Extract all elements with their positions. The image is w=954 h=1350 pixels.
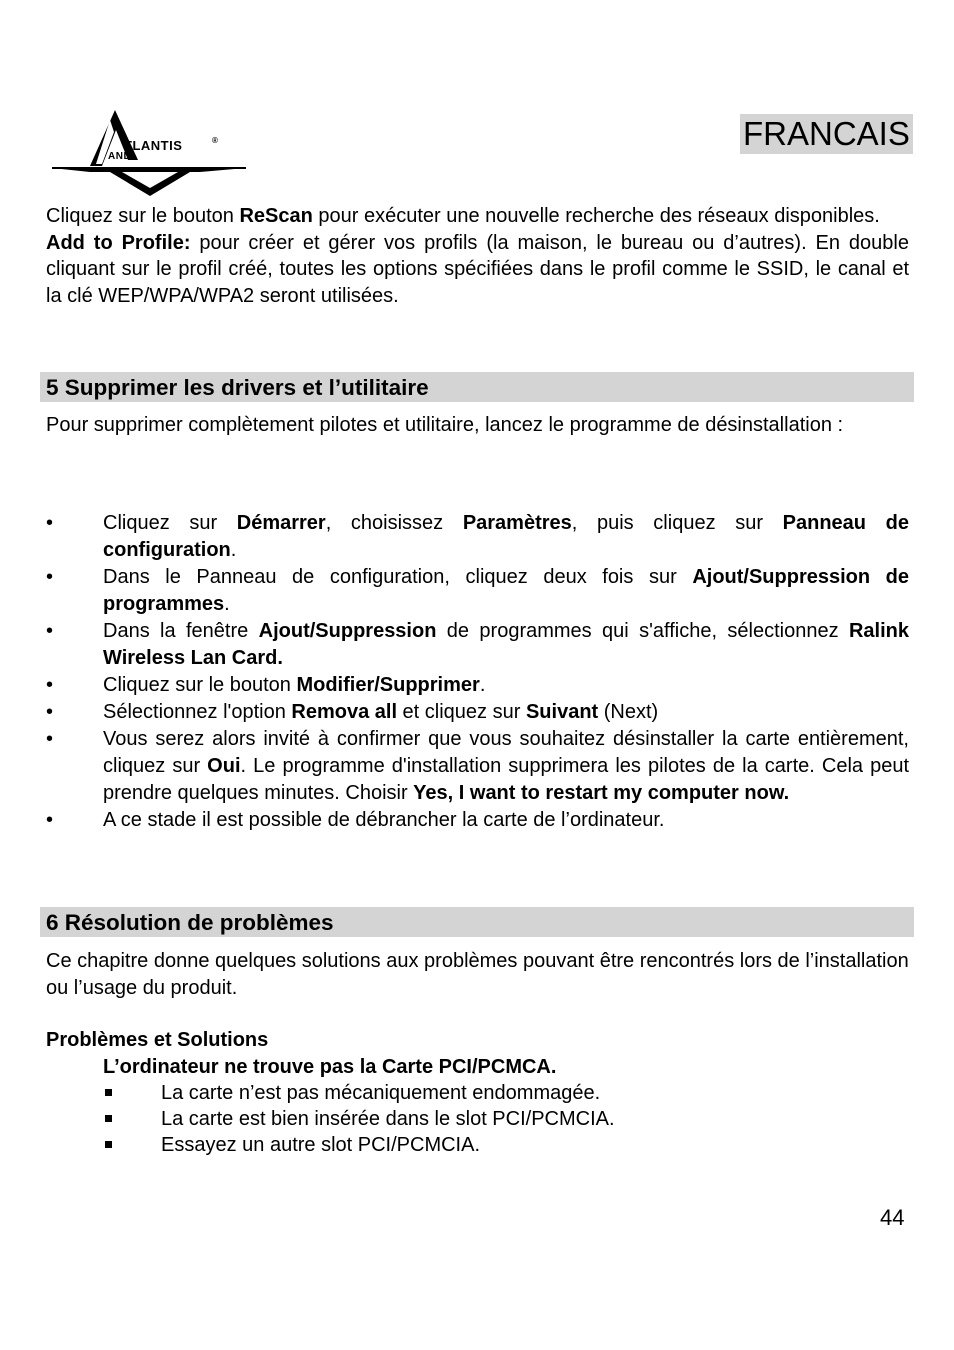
text-run: et cliquez sur: [397, 701, 526, 723]
uninstall-step-text: [103, 701, 658, 723]
text-run: Cliquez sur: [103, 512, 237, 534]
bullet-icon: •: [46, 566, 54, 588]
uninstall-step: [46, 510, 909, 564]
text-run: de programmes qui s'affiche, sélectionnez: [436, 620, 849, 642]
section-5-heading: 5 Supprimer les drivers et l’utilitaire: [40, 372, 914, 402]
atlantis-land-logo: [50, 108, 250, 200]
text-run: .: [479, 674, 486, 696]
bold-term: Yes, I want to restart my computer now.: [413, 782, 790, 804]
uninstall-step-text: [103, 512, 909, 561]
text-run: pour exécuter une nouvelle recherche des réseaux disponibles.: [312, 205, 880, 227]
square-bullet-icon: [105, 1141, 112, 1148]
bold-term: Ralink Wireless Lan Card.: [103, 620, 909, 669]
uninstall-step-text: [103, 566, 909, 615]
text-run: Vous serez alors invité à confirmer que vous souhaitez désinstaller la carte entièrement, cliquez sur: [103, 728, 909, 777]
bullet-icon: •: [46, 809, 54, 831]
bullet-icon: •: [46, 620, 54, 642]
uninstall-step: [46, 807, 909, 834]
section-6-heading: 6 Résolution de problèmes: [40, 907, 914, 937]
logo-text-bottom: AND: [108, 151, 132, 162]
text-run: Sélectionnez l'option: [103, 701, 292, 723]
solutions-list: [0, 1080, 909, 1158]
logo-text-top: TLANTIS: [124, 138, 183, 153]
rescan-paragraph: [46, 203, 909, 230]
solution-item: [46, 1106, 909, 1132]
bold-term: Suivant: [525, 701, 599, 723]
bullet-icon: •: [46, 674, 54, 696]
text-run: Dans la fenêtre: [103, 620, 259, 642]
text-run: (Next): [598, 701, 659, 723]
text-run: .: [224, 593, 230, 615]
section-6-intro-text: Ce chapitre donne quelques solutions aux problèmes pouvant être rencontrés lors de l’installation ou l’usage du produit.: [46, 950, 909, 999]
problems-solutions: [46, 1027, 909, 1158]
bold-term: Modifier/Supprimer: [296, 674, 480, 696]
solution-item: [46, 1080, 909, 1106]
square-bullet-icon: [105, 1089, 112, 1096]
uninstall-step: [46, 618, 909, 672]
logo-registered-mark: ®: [212, 136, 219, 145]
section-5-intro-text: Pour supprimer complètement pilotes et utilitaire, lancez le programme de désinstallation :: [46, 414, 844, 436]
bullet-icon: •: [46, 701, 54, 723]
section-5-intro: [46, 412, 909, 439]
text-run: Cliquez sur le bouton: [103, 674, 297, 696]
bold-term: Oui: [207, 755, 241, 777]
text-run: A ce stade il est possible de débrancher la carte de l’ordinateur.: [103, 809, 665, 831]
uninstall-step-text: [103, 728, 909, 804]
text-run: Cliquez sur le bouton: [46, 205, 240, 227]
bullet-icon: •: [46, 512, 54, 534]
solution-text: La carte n’est pas mécaniquement endommagée.: [161, 1082, 601, 1104]
uninstall-step-text: [103, 809, 664, 831]
text-run: .: [230, 539, 237, 561]
add-to-profile-paragraph: [46, 230, 909, 310]
uninstall-steps-list: [46, 510, 909, 834]
section-5-steps: [46, 510, 909, 834]
bold-term: Panneau de configuration: [103, 512, 909, 561]
bold-term: Add to Profile:: [46, 231, 191, 254]
text-run: , choisissez: [325, 512, 463, 534]
text-run: pour créer et gérer vos profils (la maison, le bureau ou d’autres). En double cliquant sur le profil créé, toutes les options spécifiées dans le profil comme le SSID, le canal et la clé WEP/WPA/WPA2 seront utilisées.: [46, 231, 909, 307]
bold-term: Ajout/Suppression: [258, 620, 437, 642]
bold-term: Ajout/Suppression de programmes: [103, 566, 910, 615]
solution-item: [46, 1132, 909, 1158]
logo-triangle-icon: [50, 108, 250, 200]
page-number: 44: [880, 1205, 905, 1230]
square-bullet-icon: [105, 1115, 112, 1122]
uninstall-step: [46, 699, 909, 726]
uninstall-step: [46, 672, 909, 699]
uninstall-step-text: [103, 674, 485, 696]
problems-subtitle: Problèmes et Solutions: [46, 1029, 269, 1051]
language-badge: FRANCAIS: [740, 114, 913, 154]
text-run: . Le programme d'installation supprimera les pilotes de la carte. Cela peut prendre quelques minutes. Choisir: [103, 755, 910, 804]
uninstall-step: [46, 726, 909, 807]
intro-block: [46, 203, 909, 309]
section-6-intro: [46, 948, 909, 1001]
problem-title: L’ordinateur ne trouve pas la Carte PCI/PCMCA.: [103, 1055, 557, 1078]
bullet-icon: •: [46, 728, 54, 750]
solution-text: La carte est bien insérée dans le slot PCI/PCMCIA.: [161, 1108, 615, 1130]
solution-text: Essayez un autre slot PCI/PCMCIA.: [161, 1134, 481, 1156]
text-run: Dans le Panneau de configuration, cliquez deux fois sur: [103, 566, 693, 588]
bold-term: ReScan: [239, 205, 313, 227]
text-run: , puis cliquez sur: [571, 512, 783, 534]
bold-term: Paramètres: [462, 512, 572, 534]
uninstall-step-text: [103, 620, 909, 669]
bold-term: Remova all: [291, 701, 397, 723]
bold-term: Démarrer: [236, 512, 326, 534]
uninstall-step: [46, 564, 909, 618]
